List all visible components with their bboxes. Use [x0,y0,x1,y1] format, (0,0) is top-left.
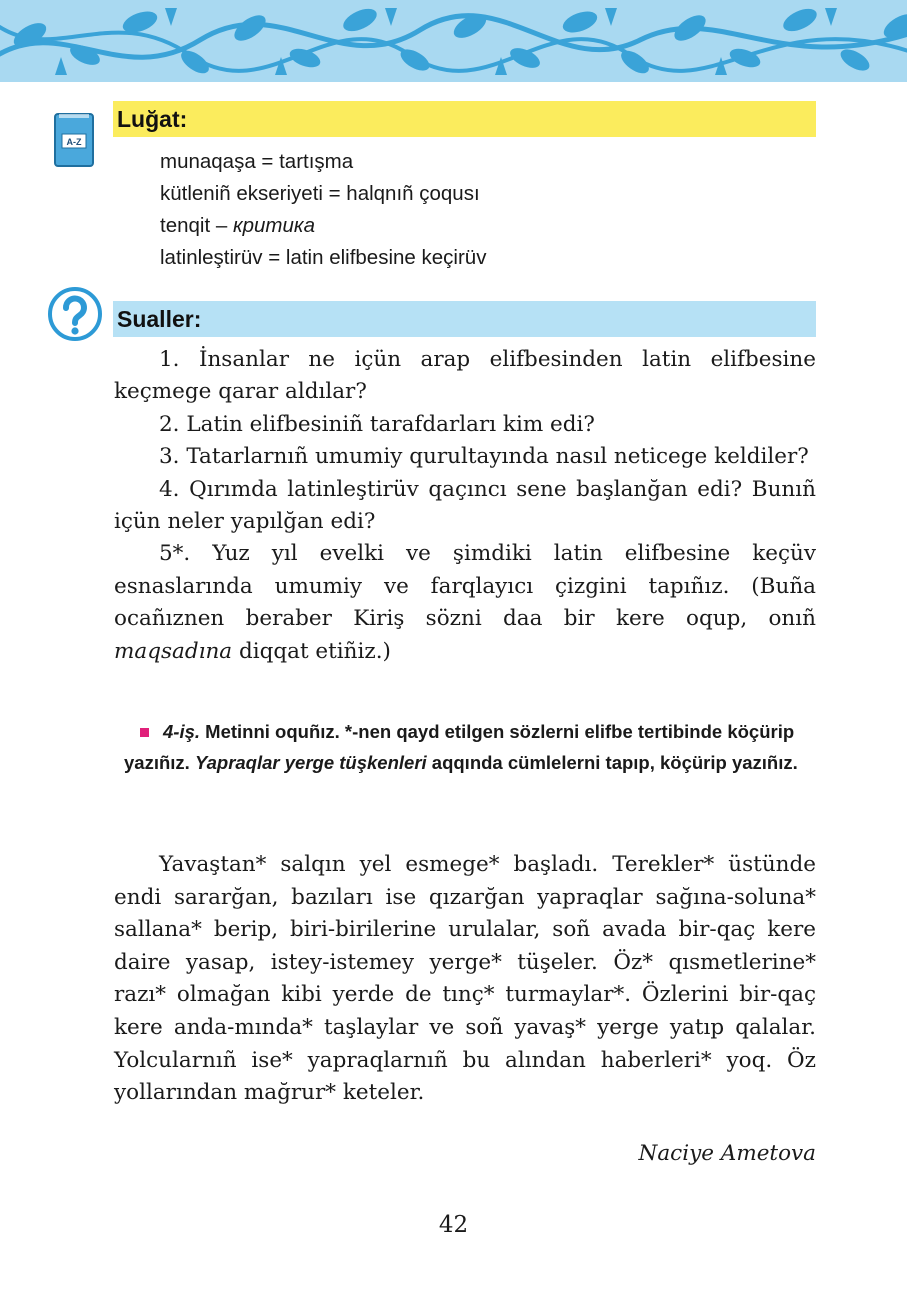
vocab-item: munaqaşa = tartışma [160,150,354,173]
vocab-item: tenqit – критика [160,214,315,237]
page-number: 42 [438,1212,469,1238]
vocab-item: kütleniñ ekseriyeti = halqnıñ çoqusı [160,182,480,205]
svg-text:A-Z: A-Z [66,137,82,147]
task-bullet-icon [140,728,149,737]
ornament-banner [0,0,907,82]
questions-list [114,344,816,668]
floral-ornament-icon [0,0,907,82]
question-2: 2. Latin elifbesiniñ tarafdarları kim edi? [159,411,595,437]
vocab-item: latinleştirüv = latin elifbesine keçirüv [160,246,487,269]
question-mark-icon [47,286,103,342]
question-4: 4. Qırımda latinleştirüv qaçıncı sene başlanğan edi? Bunıñ içün neler yapılğan edi? [114,476,816,535]
task-instruction: 4-iş. Metinni oquñız. *-nen qayd etilgen sözlerni elifbe tertibinde köçürip yazıñız. Yapraqlar yerge tüşkenleri aqqında cümlelerni tapıp, köçürip yazıñız. [124,721,798,773]
question-3: 3. Tatarlarnıñ umumiy qurultayında nasıl neticege keldiler? [159,444,809,470]
story-paragraph: Yavaştan* salqın yel esmege* başladı. Terekler* üstünde endi sararğan, bazıları ise qızarğan yapraqlar sağına-soluna* sallana* berip, biri-birilerine urulalar, soñ avada bir-qaç kere daire yasap, istey-istemey yerge* tüşeler. Öz* qısmetlerine* razı* olmağan kibi yerde de tınç* turmaylar*. Özlerini bir-qaç kere anda-mında* taşlaylar ve soñ yavaş* yerge yatıp qalalar. Yolcularnıñ ise* yapraqlarnıñ bu alından haberleri* yoq. Öz yollarından mağrur* keteler. [114,852,816,1106]
sualler-header: Sualler: [113,301,816,337]
dictionary-book-icon [53,112,97,168]
vocabulary-list [160,146,486,274]
author-name: Naciye Ametova [638,1141,816,1166]
question-5: 5*. Yuz yıl evelki ve şimdiki latin elifbesine keçüv esnaslarında umumiy ve farqlayıcı çizgini tapıñız. (Buña ocañıznen beraber Kiriş sözni daa bir kere oqup, onıñ maqsadına diqqat etiñiz.) [114,541,816,664]
lugat-header: Luğat: [113,101,816,137]
question-1: 1. İnsanlar ne içün arap elifbesinden latin elifbesine keçmege qarar aldılar? [114,347,816,405]
